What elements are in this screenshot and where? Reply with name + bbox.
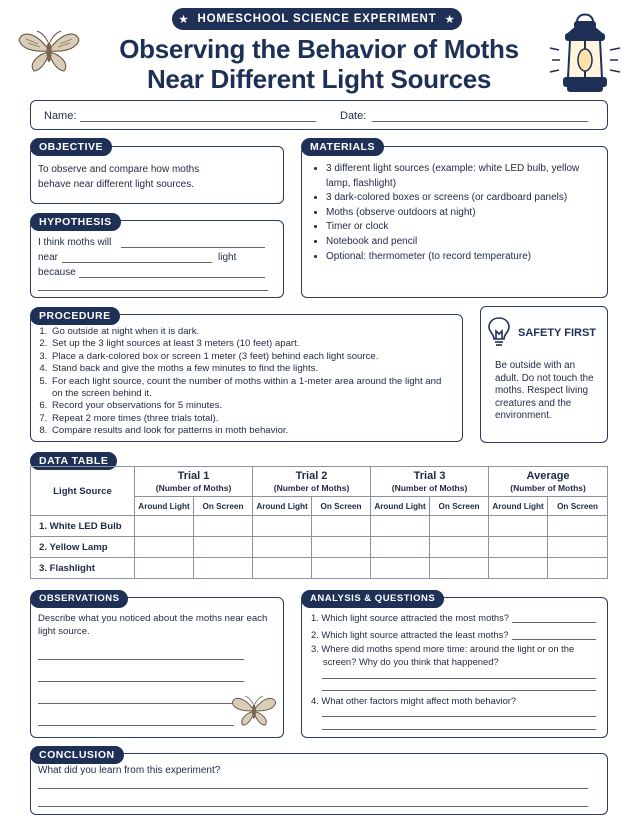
trial-1-header xyxy=(135,467,253,497)
data-cell[interactable] xyxy=(312,558,371,579)
row-label: 2. Yellow Lamp xyxy=(31,537,135,558)
conclusion-line[interactable] xyxy=(38,788,588,789)
data-cell[interactable] xyxy=(194,558,253,579)
row-header-cell: Light Source xyxy=(31,467,135,516)
header-banner xyxy=(172,8,462,30)
procedure-step: 1. Go outside at night when it is dark. xyxy=(50,326,452,338)
trial-1-title: Trial 1 xyxy=(177,469,210,482)
average-title: Average xyxy=(526,469,570,482)
data-cell[interactable] xyxy=(253,558,312,579)
data-cell[interactable] xyxy=(135,516,194,537)
subcol-around-light: Around Light xyxy=(135,497,194,516)
procedure-step: 8. Compare results and look for patterns in moth behavior. xyxy=(50,425,452,437)
data-cell[interactable] xyxy=(312,537,371,558)
data-cell[interactable] xyxy=(489,558,548,579)
procedure-step: 5. For each light source, count the number of moths within a 1-meter area around the light and on the screen behind it. xyxy=(50,376,452,401)
hypothesis-line-1-field[interactable] xyxy=(121,247,265,248)
data-cell[interactable] xyxy=(253,537,312,558)
hypothesis-line-1-label: I think moths will xyxy=(38,237,112,248)
page-title-line-1: Observing the Behavior of Moths xyxy=(119,34,519,64)
analysis-answer-3[interactable] xyxy=(322,690,596,691)
observations-text: Describe what you noticed about the moths near each light source. xyxy=(38,613,268,637)
hypothesis-line-2-suffix: light xyxy=(218,252,237,263)
objective-text: To observe and compare how moths behave near different light sources. xyxy=(38,164,200,190)
observations-line[interactable] xyxy=(38,703,244,704)
trial-1-sub: (Number of Moths) xyxy=(155,482,232,493)
observations-line[interactable] xyxy=(38,681,244,682)
date-field[interactable] xyxy=(372,121,588,122)
observations-line[interactable] xyxy=(38,659,244,660)
data-cell[interactable] xyxy=(548,537,608,558)
average-header xyxy=(489,467,608,497)
analysis-tag: ANALYSIS & QUESTIONS xyxy=(301,590,444,608)
trial-3-title: Trial 3 xyxy=(413,469,446,482)
row-label: 1. White LED Bulb xyxy=(31,516,135,537)
table-row xyxy=(31,558,608,579)
subcol-on-screen: On Screen xyxy=(548,497,608,516)
trial-3-sub: (Number of Moths) xyxy=(391,482,468,493)
conclusion-text: What did you learn from this experiment? xyxy=(38,765,221,776)
data-cell[interactable] xyxy=(489,516,548,537)
trial-2-title: Trial 2 xyxy=(295,469,328,482)
subcol-on-screen: On Screen xyxy=(194,497,253,516)
data-cell[interactable] xyxy=(312,516,371,537)
procedure-step: 4. Stand back and give the moths a few minutes to find the lights. xyxy=(50,363,452,375)
data-table-tag: DATA TABLE xyxy=(30,452,117,470)
materials-list xyxy=(312,162,600,264)
name-date-box xyxy=(30,100,608,130)
name-label: Name: xyxy=(44,110,77,122)
analysis-answer-1[interactable] xyxy=(512,622,596,623)
name-field[interactable] xyxy=(80,121,316,122)
subcol-around-light: Around Light xyxy=(371,497,430,516)
procedure-step: 3. Place a dark-colored box or screen 1 meter (3 feet) behind each light source. xyxy=(50,351,452,363)
data-cell[interactable] xyxy=(253,516,312,537)
date-label: Date: xyxy=(340,110,367,122)
analysis-question-2: 2. Which light source attracted the least moths? xyxy=(311,629,509,640)
subcol-on-screen: On Screen xyxy=(430,497,489,516)
materials-item: • Moths (observe outdoors at night) xyxy=(326,206,600,221)
observations-line[interactable] xyxy=(38,725,234,726)
hypothesis-tag: HYPOTHESIS xyxy=(30,213,121,231)
observations-tag: OBSERVATIONS xyxy=(30,590,128,608)
data-cell[interactable] xyxy=(371,558,430,579)
trial-2-header xyxy=(253,467,371,497)
data-cell[interactable] xyxy=(194,537,253,558)
data-cell[interactable] xyxy=(548,558,608,579)
data-cell[interactable] xyxy=(135,558,194,579)
safety-text: Be outside with an adult. Do not touch the moths. Respect living creatures and the environment. xyxy=(495,360,594,422)
banner-text: HOMESCHOOL SCIENCE EXPERIMENT xyxy=(197,13,437,25)
materials-item: • Notebook and pencil xyxy=(326,235,600,250)
row-label: 3. Flashlight xyxy=(31,558,135,579)
hypothesis-line-3-label: because xyxy=(38,267,76,278)
procedure-step: 2. Set up the 3 light sources at least 3 meters (10 feet) apart. xyxy=(50,338,452,350)
page-title-line-2: Near Different Light Sources xyxy=(146,64,492,94)
hypothesis-line-4-field[interactable] xyxy=(38,290,268,291)
data-cell[interactable] xyxy=(371,537,430,558)
analysis-question-3: 3. Where did moths spend more time: around the light or on the screen? Why do you think that happened? xyxy=(311,643,575,667)
materials-tag: MATERIALS xyxy=(301,138,384,156)
hypothesis-line-3-field[interactable] xyxy=(79,277,265,278)
materials-item: • Optional: thermometer (to record temperature) xyxy=(326,250,600,265)
materials-item: • 3 different light sources (example: white LED bulb, yellow lamp, flashlight) xyxy=(326,162,600,191)
subcol-around-light: Around Light xyxy=(253,497,312,516)
trial-3-header xyxy=(371,467,489,497)
star-icon: ★ xyxy=(444,14,456,26)
procedure-step: 7. Repeat 2 more times (three trials total). xyxy=(50,413,452,425)
hypothesis-line-2-field[interactable] xyxy=(62,262,212,263)
procedure-step: 6. Record your observations for 5 minutes. xyxy=(50,400,452,412)
data-cell[interactable] xyxy=(548,516,608,537)
lightbulb-icon xyxy=(487,316,511,348)
data-cell[interactable] xyxy=(135,537,194,558)
trial-2-sub: (Number of Moths) xyxy=(273,482,350,493)
analysis-answer-3[interactable] xyxy=(322,678,596,679)
data-cell[interactable] xyxy=(489,537,548,558)
star-icon: ★ xyxy=(178,14,190,26)
data-table xyxy=(30,466,608,579)
subcol-on-screen: On Screen xyxy=(312,497,371,516)
analysis-answer-4[interactable] xyxy=(322,729,596,730)
procedure-list xyxy=(38,326,452,438)
data-cell[interactable] xyxy=(194,516,253,537)
analysis-answer-4[interactable] xyxy=(322,716,596,717)
hypothesis-line-2-label: near xyxy=(38,252,59,263)
objective-tag: OBJECTIVE xyxy=(30,138,112,156)
subcol-around-light: Around Light xyxy=(489,497,548,516)
safety-title: SAFETY FIRST xyxy=(518,327,597,339)
analysis-question-4: 4. What other factors might affect moth behavior? xyxy=(311,695,517,706)
conclusion-line[interactable] xyxy=(38,806,588,807)
average-sub: (Number of Moths) xyxy=(510,482,586,493)
conclusion-tag: CONCLUSION xyxy=(30,746,124,764)
materials-item: • 3 dark-colored boxes or screens (or cardboard panels) xyxy=(326,191,600,206)
analysis-question-1: 1. Which light source attracted the most moths? xyxy=(311,612,510,623)
table-row xyxy=(31,516,608,537)
procedure-tag: PROCEDURE xyxy=(30,307,120,325)
data-cell[interactable] xyxy=(430,516,489,537)
moth-icon xyxy=(230,690,278,730)
materials-item: • Timer or clock xyxy=(326,220,600,235)
table-row xyxy=(31,537,608,558)
hypothesis-box xyxy=(30,220,284,298)
data-cell[interactable] xyxy=(371,516,430,537)
data-cell[interactable] xyxy=(430,558,489,579)
analysis-answer-2[interactable] xyxy=(512,639,596,640)
data-cell[interactable] xyxy=(430,537,489,558)
